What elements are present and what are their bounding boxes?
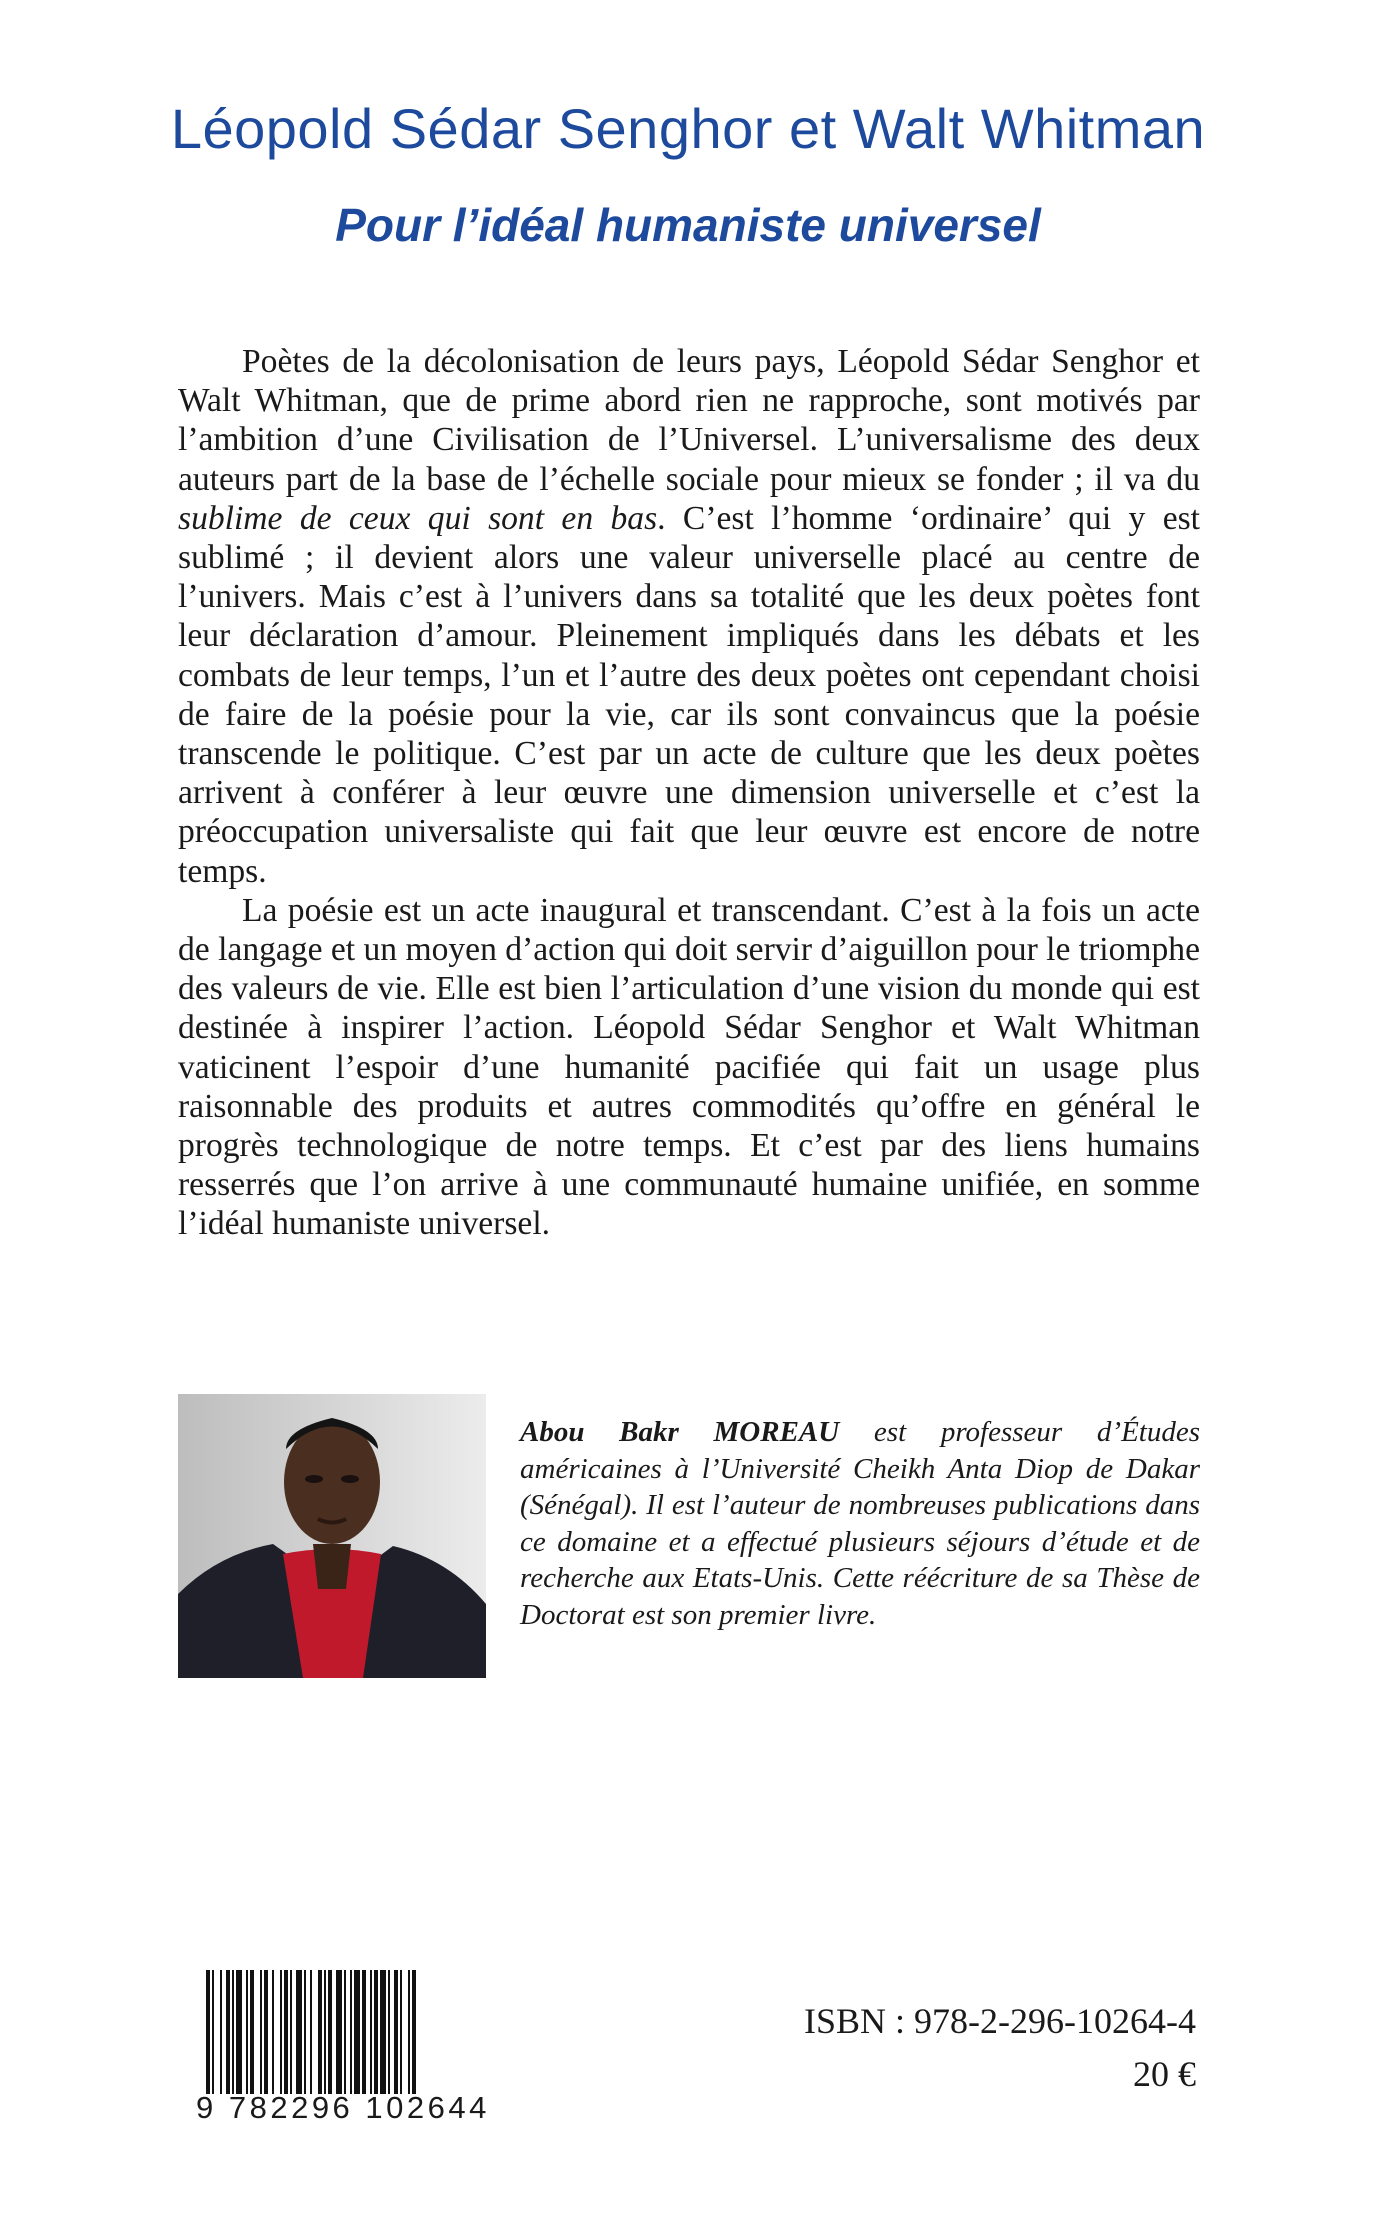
barcode-bar — [370, 1970, 372, 2094]
barcode-bar — [380, 1970, 386, 2094]
barcode-bar — [226, 1970, 230, 2094]
author-name: Abou Bakr MOREAU — [520, 1416, 840, 1448]
barcode-bar — [280, 1970, 282, 2094]
barcode-bar — [336, 1970, 342, 2094]
barcode-bar — [408, 1970, 410, 2094]
barcode-bar — [354, 1970, 360, 2094]
barcode-bar — [350, 1970, 352, 2094]
author-photo — [178, 1394, 486, 1678]
barcode-bar — [344, 1970, 346, 2094]
barcode-digits: 9 782296 102644 — [196, 2090, 490, 2125]
blurb — [178, 342, 1200, 1244]
barcode-bar — [250, 1970, 254, 2094]
blurb-p1-text-b: . C’est l’homme ‘ordinaire’ qui y est sublimé ; il devient alors une valeur universelle placé au centre de l’univers. Mais c’est à l’univers dans sa totalité que les deux poètes font leur déclaration d’amour. Pleinement impliqués dans les débats et les combats de leur temps, l’un et l’autre des deux poètes ont cependant choisi de faire de la poésie pour la vie, car ils sont convaincus que la poésie transcende le politique. C’est par un acte de culture que les deux poètes arrivent à conférer à leur œuvre une dimension universelle et c’est la préoccupation universaliste qui fait que leur œuvre est encore de notre temps. — [178, 499, 1200, 890]
barcode-bar — [304, 1970, 306, 2094]
barcode-icon — [206, 1970, 508, 2094]
barcode-bar — [236, 1970, 242, 2094]
barcode-bar — [310, 1970, 312, 2094]
barcode-bar — [394, 1970, 398, 2094]
isbn: ISBN : 978-2-296-10264-4 — [804, 2001, 1196, 2041]
barcode-bar — [206, 1970, 210, 2094]
barcode-bar — [264, 1970, 268, 2094]
blurb-paragraph-1 — [178, 342, 1200, 891]
blurb-paragraph-2: La poésie est un acte inaugural et transcendant. C’est à la fois un acte de langage et un moyen d’action qui doit servir d’aiguillon pour le triomphe des valeurs de vie. Elle est bien l’articulation d’une vision du monde qui est destinée à inspirer l’action. Léopold Sédar Senghor et Walt Whitman vaticinent l’espoir d’une humanité pacifiée qui fait un usage plus raisonnable des produits et autres commodités qu’offre en général le progrès technologique de notre temps. Et c’est par des liens humains resserrés que l’on arrive à une communauté humaine unifiée, en somme l’idéal humaniste universel. — [178, 891, 1201, 1243]
barcode-bar — [400, 1970, 402, 2094]
barcode-bar — [362, 1970, 366, 2094]
barcode-bar — [272, 1970, 274, 2094]
price: 20 € — [1133, 2054, 1196, 2094]
barcode-bar — [260, 1970, 262, 2094]
author-bio-text: est professeur d’Études américaines à l’Université Cheikh Anta Diop de Dakar (Sénégal). Il est l’auteur de nombreuses publications dans ce domaine et a effectué plusieurs séjours d’étude et de recherche aux Etats-Unis. Cette réécriture de sa Thèse de Doctorat est son premier livre. — [520, 1416, 1200, 1631]
book-title: Léopold Sédar Senghor et Walt Whitman — [170, 97, 1206, 160]
barcode-bar — [318, 1970, 322, 2094]
barcode-bar — [374, 1970, 378, 2094]
barcode-bar — [324, 1970, 326, 2094]
barcode-bar — [290, 1970, 292, 2094]
barcode-bar — [246, 1970, 248, 2094]
blurb-p1-text-a: Poètes de la décolonisation de leurs pays, Léopold Sédar Senghor et Walt Whitman, que de prime abord rien ne rapproche, sont motivés par l’ambition d’une Civilisation de l’Universel. L’universalisme des deux auteurs part de la base de l’échelle sociale pour mieux se fonder ; il va du — [178, 343, 1200, 498]
author-portrait-icon — [178, 1394, 486, 1678]
barcode-bar — [296, 1970, 302, 2094]
barcode-bar — [328, 1970, 332, 2094]
barcode-bar — [388, 1970, 390, 2094]
blurb-p1-emphasis: sublime de ceux qui sont en bas — [178, 499, 658, 537]
book-subtitle: Pour l’idéal humaniste universel — [335, 199, 1041, 251]
barcode-bar — [212, 1970, 214, 2094]
barcode-bar — [232, 1970, 234, 2094]
barcode-bar — [220, 1970, 222, 2094]
barcode-bar — [284, 1970, 288, 2094]
barcode-bar — [412, 1970, 416, 2094]
author-bio — [520, 1414, 1200, 1633]
